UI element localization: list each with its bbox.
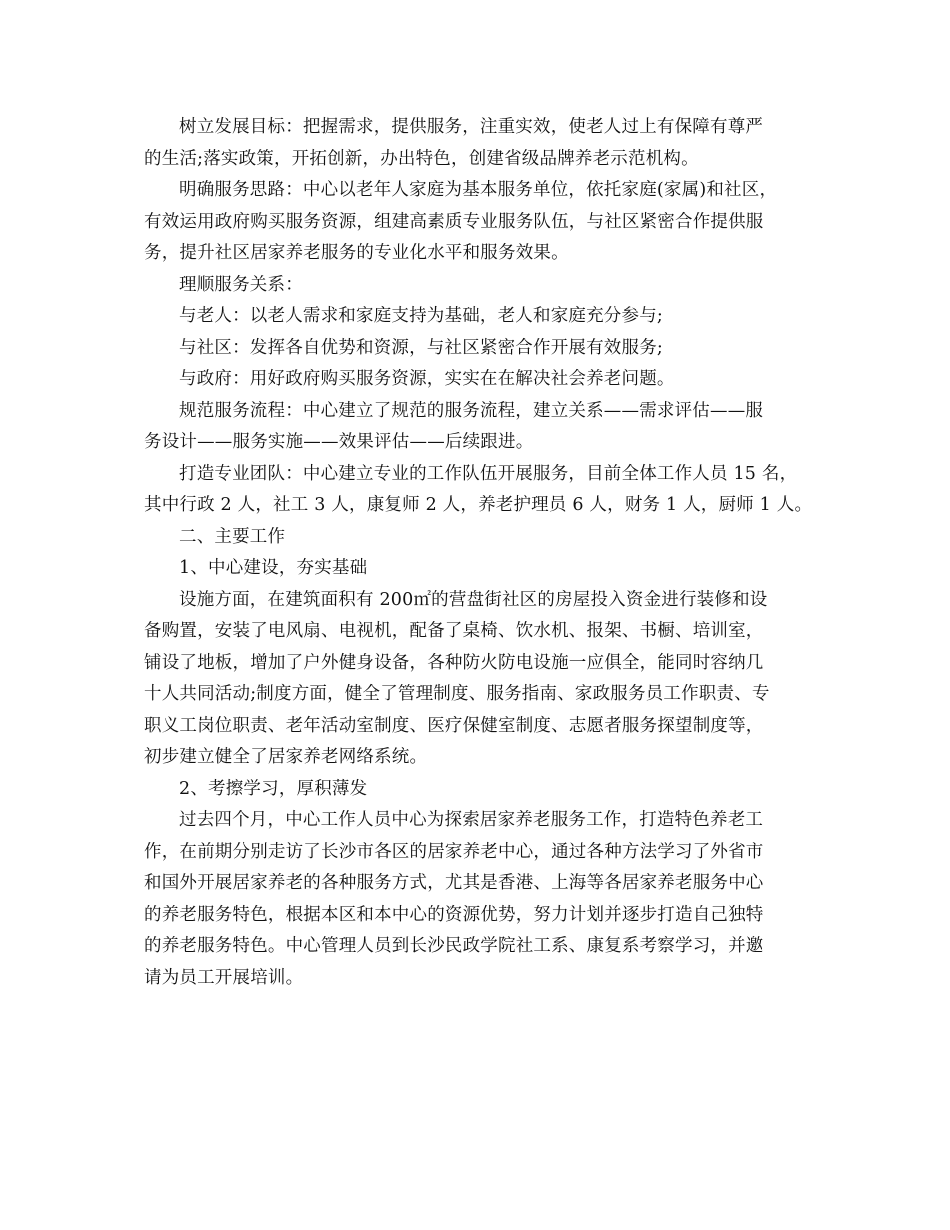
text-line: 与社区：发挥各自优势和资源，与社区紧密合作开展有效服务; — [179, 337, 663, 358]
text-line: 设施方面，在建筑面积有 200㎡的营盘街社区的房屋投入资金进行装修和设 — [179, 589, 768, 610]
text-line: 务，提升社区居家养老服务的专业化水平和服务效果。 — [144, 243, 569, 263]
text-line: 初步建立健全了居家养老网络系统。 — [144, 747, 428, 767]
text-line: 的养老服务特色，根据本区和本中心的资源优势，努力计划并逐步打造自己独特 — [144, 904, 764, 925]
text-line: 与政府：用好政府购买服务资源，实实在在解决社会养老问题。 — [179, 369, 675, 389]
text-line: 铺设了地板，增加了户外健身设备，各种防火防电设施一应俱全，能同时容纳几 — [144, 652, 764, 673]
text-line: 的养老服务特色。中心管理人员到长沙民政学院社工系、康复系考察学习，并邀 — [144, 936, 764, 956]
text-line: 打造专业团队：中心建立专业的工作队伍开展服务，目前全体工作人员 15 名， — [179, 463, 798, 484]
text-line: 与老人：以老人需求和家庭支持为基础，老人和家庭充分参与; — [179, 306, 663, 326]
text-line: 请为员工开展培训。 — [144, 967, 304, 988]
text-line: 十人共同活动;制度方面，健全了管理制度、服务指南、家政服务员工作职责、专 — [144, 684, 770, 704]
text-line: 备购置，安装了电风扇、电视机，配备了桌椅、饮水机、报架、书橱、培训室， — [144, 621, 764, 641]
subsection-heading: 1、中心建设，夯实基础 — [179, 558, 368, 578]
text-line: 的生活;落实政策，开拓创新，办出特色，创建省级品牌养老示范机构。 — [144, 148, 699, 169]
text-line: 理顺服务关系： — [179, 274, 303, 295]
text-line: 务设计——服务实施——效果评估——后续跟进。 — [144, 432, 534, 452]
text-line: 规范服务流程：中心建立了规范的服务流程，建立关系——需求评估——服 — [179, 400, 764, 421]
text-line: 和国外开展居家养老的各种服务方式，尤其是香港、上海等各居家养老服务中心 — [144, 873, 764, 893]
text-line: 过去四个月，中心工作人员中心为探索居家养老服务工作，打造特色养老工 — [179, 810, 764, 830]
text-line: 有效运用政府购买服务资源，组建高素质专业服务队伍，与社区紧密合作提供服 — [144, 211, 764, 232]
text-line: 明确服务思路：中心以老年人家庭为基本服务单位，依托家庭(家属)和社区， — [179, 180, 778, 200]
text-line: 职义工岗位职责、老年活动室制度、医疗保健室制度、志愿者服务探望制度等， — [144, 715, 764, 736]
text-line: 作，在前期分别走访了长沙市各区的居家养老中心，通过各种方法学习了外省市 — [144, 841, 764, 862]
subsection-heading: 2、考擦学习，厚积薄发 — [179, 778, 368, 799]
text-line: 其中行政 2 人，社工 3 人，康复师 2 人，养老护理员 6 人，财务 1 人，厨师 1 人。 — [144, 495, 813, 515]
document-body — [144, 112, 813, 994]
text-line: 树立发展目标：把握需求，提供服务，注重实效，使老人过上有保障有尊严 — [179, 117, 764, 137]
section-heading: 二、主要工作 — [179, 526, 286, 547]
